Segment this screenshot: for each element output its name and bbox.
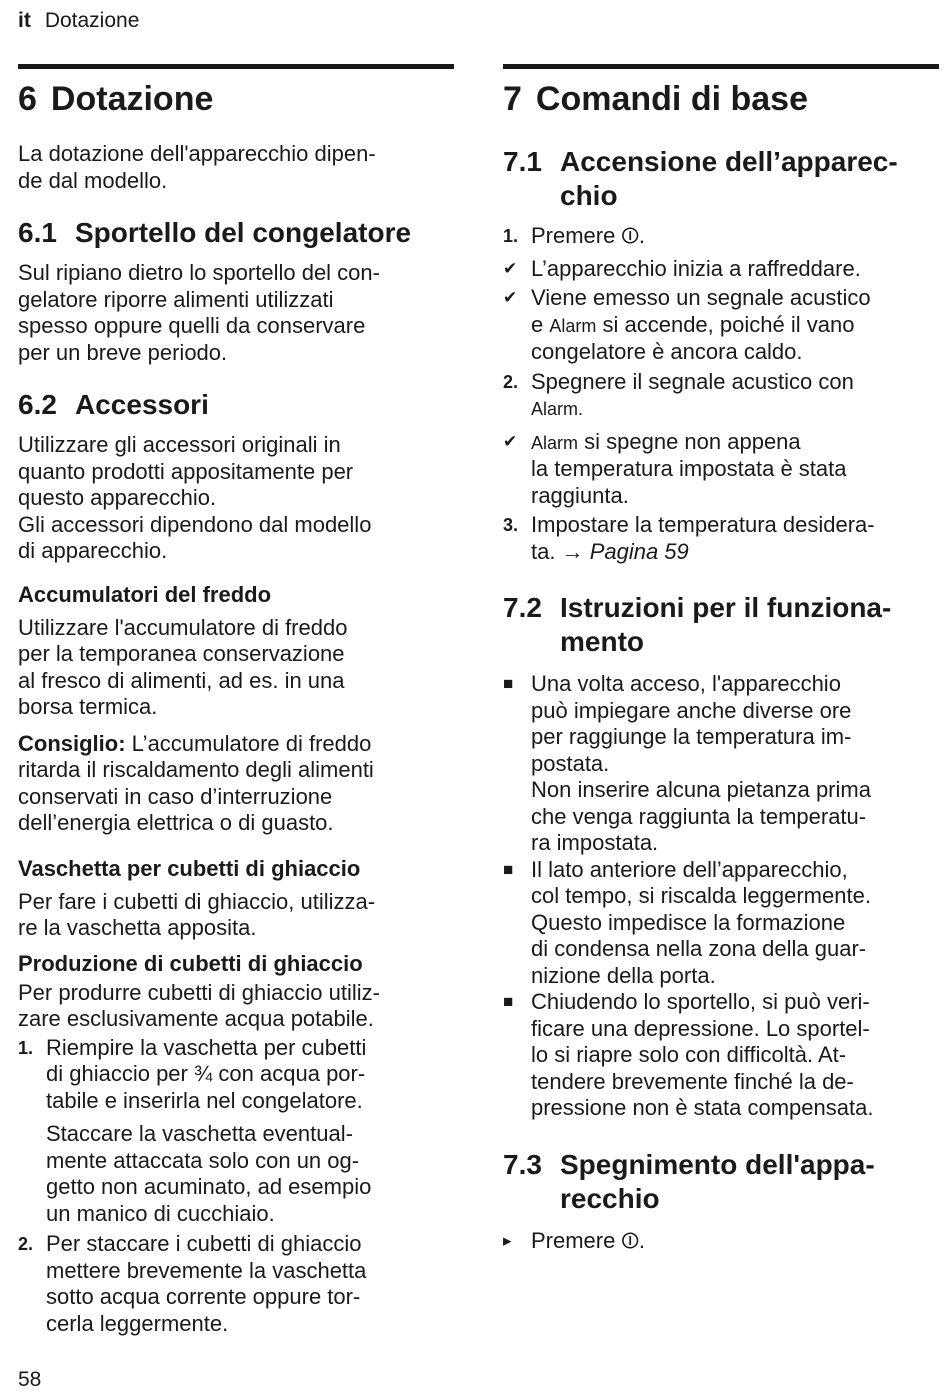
chapter-title-6: 6 Dotazione bbox=[18, 80, 214, 118]
list-item bbox=[503, 223, 939, 250]
alarm-label: Alarm bbox=[531, 432, 579, 453]
step-text: Premere ⏼. bbox=[531, 1227, 645, 1253]
cold-accumulators-heading: Accumulatori del freddo bbox=[18, 581, 272, 607]
result-text: Viene emesso un segnale acustico e Alarm si accende, poiché il vano congelatore è ancora caldo. bbox=[531, 285, 871, 364]
right-column bbox=[503, 64, 939, 1254]
heading-6-1: 6.1 Sportello del congelatore bbox=[18, 217, 412, 248]
section-rule bbox=[18, 64, 454, 69]
heading-7-2: 7.2 Istruzioni per il funziona- mento bbox=[503, 592, 892, 657]
step-text: Per staccare i cubetti di ghiaccio mettere brevemente la vaschetta sotto acqua corrente oppure tor- cerla leggermente. bbox=[46, 1231, 367, 1336]
list-item bbox=[503, 857, 939, 990]
check-icon: ✔ bbox=[503, 431, 518, 451]
result-text: L’apparecchio inizia a raffreddare. bbox=[531, 255, 861, 281]
step-number: 2. bbox=[503, 371, 519, 392]
square-bullet-icon: ■ bbox=[503, 674, 514, 693]
list-item bbox=[503, 512, 939, 565]
heading-7-3: 7.3 Spegnimento dell'appa- recchio bbox=[503, 1148, 875, 1214]
cold-accumulators-text: Utilizzare l'accumulatore di freddo per la temporanea conservazione al fresco di alimenti, ad es. in una borsa termica. bbox=[18, 614, 348, 719]
alarm-label: Alarm bbox=[549, 315, 597, 336]
tip-label: Consiglio: bbox=[18, 730, 126, 756]
heading-6-2: 6.2 Accessori bbox=[18, 389, 209, 420]
tip-paragraph bbox=[18, 731, 454, 837]
section-rule bbox=[503, 64, 939, 69]
step-text: Spegnere il segnale acustico con Alarm. bbox=[531, 368, 854, 419]
chapter-title-7: 7 Comandi di base bbox=[503, 80, 808, 118]
language-code: it bbox=[18, 9, 31, 32]
bullet-text: Il lato anteriore dell’apparecchio, col tempo, si riscalda leggermente. Questo impedisce la formazione di condensa nella zona della guar- nizione della porta. bbox=[531, 856, 871, 988]
ice-production-text: Per produrre cubetti di ghiaccio utiliz- zare esclusivamente acqua potabile. bbox=[18, 979, 380, 1031]
intro-text: La dotazione dell'apparecchio dipen- de dal modello. bbox=[18, 141, 376, 193]
list-item bbox=[18, 1231, 454, 1337]
step-text: Riempire la vaschetta per cubetti di ghiaccio per ¾ con acqua por- tabile e inserirla nel congelatore. bbox=[46, 1034, 367, 1113]
check-icon: ✔ bbox=[503, 258, 518, 278]
square-bullet-icon: ■ bbox=[503, 859, 514, 879]
list-item bbox=[503, 671, 939, 857]
page-reference-link[interactable]: Pagina 59 bbox=[589, 538, 689, 564]
step-number: 1. bbox=[503, 226, 519, 246]
list-item bbox=[503, 285, 939, 366]
square-bullet-icon: ■ bbox=[503, 992, 514, 1011]
page-number: 58 bbox=[18, 1368, 42, 1391]
tip-text: L’accumulatore di freddo ritarda il riscaldamento degli alimenti conservati in caso d’interruzione dell’energia elettrica o di guasto. bbox=[18, 730, 374, 835]
page-header bbox=[18, 9, 139, 33]
list-item bbox=[503, 369, 939, 423]
triangle-right-icon: ▸ bbox=[503, 1230, 512, 1250]
alarm-label: Alarm. bbox=[531, 399, 584, 419]
header-section: Dotazione bbox=[44, 9, 140, 32]
step-number: 3. bbox=[503, 515, 519, 535]
step-text: Premere ⏼. bbox=[531, 223, 645, 248]
ice-tray-heading: Vaschetta per cubetti di ghiaccio bbox=[18, 855, 361, 881]
list-item bbox=[18, 1035, 454, 1115]
bullet-text: Una volta acceso, l'apparecchio può impiegare anche diverse ore per raggiunge la temperatura im- postata. Non inserire alcuna pietanza prima che venga raggiunta la temperatu- ra impostata. bbox=[531, 671, 871, 855]
ice-production-heading: Produzione di cubetti di ghiaccio bbox=[18, 950, 363, 976]
step-number: 2. bbox=[18, 1234, 34, 1254]
heading-7-1: 7.1 Accensione dell’apparec- chio bbox=[503, 146, 898, 211]
list-item bbox=[503, 989, 939, 1122]
left-column bbox=[18, 64, 454, 1337]
step-note: Staccare la vaschetta eventual- mente attaccata solo con un og- getto non acuminato, ad esempio un manico di cucchiaio. bbox=[46, 1121, 372, 1226]
step-text: Impostare la temperatura desidera- ta. → Pagina 59 bbox=[531, 512, 875, 564]
list-item bbox=[503, 1228, 939, 1255]
step-number: 1. bbox=[18, 1037, 34, 1058]
freezer-door-text: Sul ripiano dietro lo sportello del con- gelatore riporre alimenti utilizzati spesso oppure quelli da conservare per un breve periodo. bbox=[18, 260, 380, 365]
accessories-text: Utilizzare gli accessori originali in quanto prodotti appositamente per questo apparecchio. Gli accessori dipendono dal modello di apparecchio. bbox=[18, 432, 372, 563]
ice-tray-text: Per fare i cubetti di ghiaccio, utilizza- re la vaschetta apposita. bbox=[18, 888, 376, 940]
list-item bbox=[503, 256, 939, 283]
result-text: Alarm si spegne non appena la temperatura impostata è stata raggiunta. bbox=[531, 428, 847, 508]
list-item bbox=[503, 429, 939, 510]
check-icon: ✔ bbox=[503, 288, 518, 307]
bullet-text: Chiudendo lo sportello, si può veri- ficare una depressione. Lo sportel- lo si riapre solo con difficoltà. At- tendere brevemente finché la de- pressione non è stata compensata. bbox=[531, 989, 874, 1120]
